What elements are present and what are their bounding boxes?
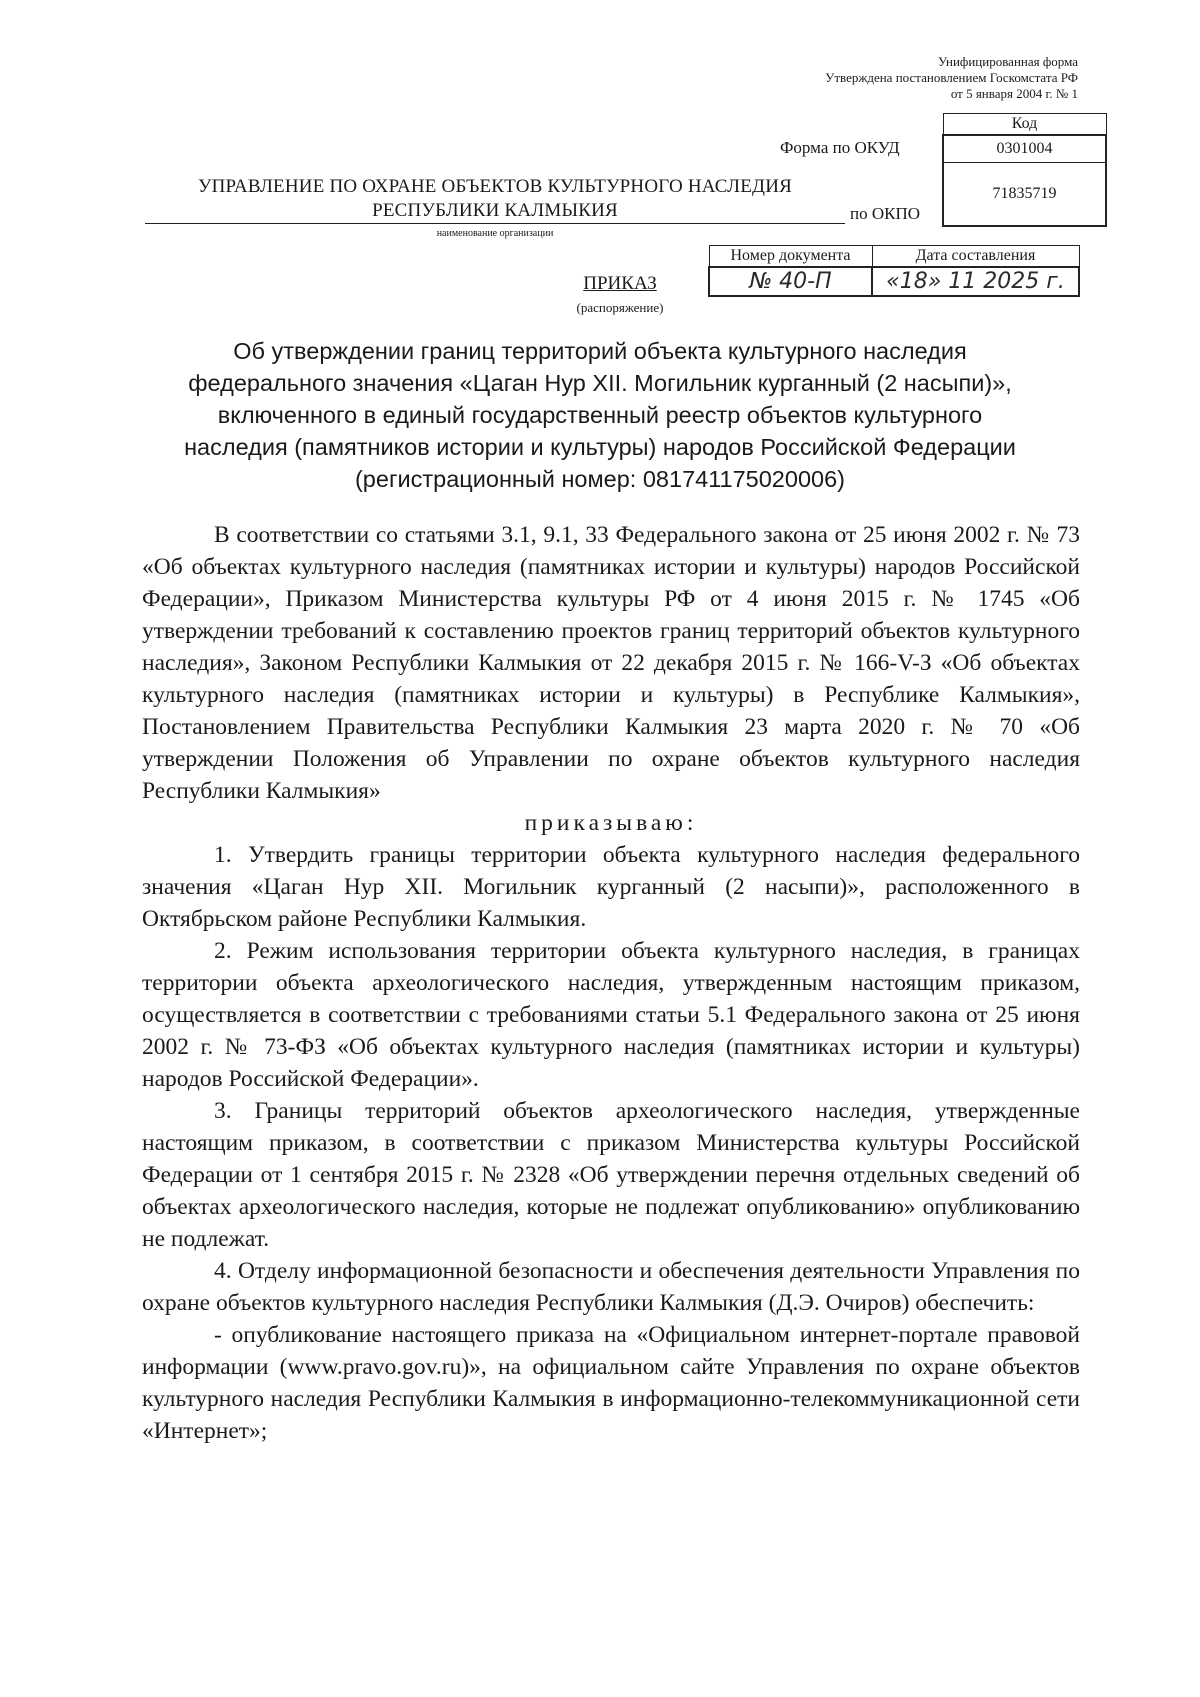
heading-line: (регистрационный номер: 081741175020006): [354, 466, 845, 492]
unified-form-note: [658, 54, 1078, 102]
preamble-paragraph: В соответствии со статьями 3.1, 9.1, 33 Федерального закона от 25 июня 2002 г. № 73 «Об объектах культурного наследия (памятниках истории и культуры) народов Российской Федерации», Приказом Министерства культуры РФ от 4 июня 2015 г. № 1745 «Об утверждении требований к составлению проектов границ территорий объектов культурного наследия», Законом Республики Калмыкия от 22 декабря 2015 г. № 166-V-З «Об объектах культурного наследия (памятниках истории и культуры) в Республике Калмыкия», Постановлением Правительства Республики Калмыкия 23 марта 2020 г. № 70 «Об утверждении Положения об Управлении по охране объектов культурного наследия Республики Калмыкия»: [142, 522, 1080, 804]
organization-caption: наименование организации: [436, 228, 554, 239]
codes-table: [942, 113, 1107, 227]
organization-line: РЕСПУБЛИКИ КАЛМЫКИЯ: [372, 200, 618, 221]
order-item-1: 1. Утвердить границы территории объекта культурного наследия федерального значения «Цаган Нур XII. Могильник курганный (2 насыпи)», расположенного в Октябрьском районе Республики Калмыкия.: [142, 842, 1080, 932]
doc-number-value: № 40-П: [709, 267, 872, 296]
heading-line: Об утверждении границ территорий объекта культурного наследия: [233, 338, 967, 364]
order-item-3: 3. Границы территорий объектов археологического наследия, утвержденные настоящим приказом, в соответствии с приказом Министерства культуры Российской Федерации от 1 сентября 2015 г. № 2328 «Об утверждении перечня отдельных сведений об объектах археологического наследия, которые не подлежат опубликованию» опубликованию не подлежат.: [142, 1098, 1080, 1252]
doc-date-value: «18» 11 2025 г.: [872, 267, 1079, 296]
form-note-line: от 5 января 2004 г. № 1: [950, 86, 1078, 101]
okpo-label: по ОКПО: [850, 204, 921, 223]
document-heading: [120, 335, 1080, 495]
heading-line: включенного в единый государственный реестр объектов культурного: [217, 402, 983, 428]
organization-line: УПРАВЛЕНИЕ ПО ОХРАНЕ ОБЪЕКТОВ КУЛЬТУРНОГО НАСЛЕДИЯ: [197, 176, 793, 197]
order-item-4-subpoint: - опубликование настоящего приказа на «Официальном интернет-портале правовой информации (www.pravo.gov.ru)», на официальном сайте Управления по охране объектов культурного наследия Республики Калмыкия в информационно-телекоммуникационной сети «Интернет»;: [142, 1322, 1080, 1444]
heading-line: наследия (памятников истории и культуры) народов Российской Федерации: [184, 434, 1016, 460]
okpo-code: 71835719: [943, 163, 1106, 227]
form-note-line: Утверждена постановлением Госкомстата РФ: [825, 70, 1078, 85]
doc-number-header: Номер документа: [709, 246, 872, 268]
document-number-table: [708, 245, 1080, 297]
orders-word: приказываю:: [524, 810, 698, 836]
codes-header: Код: [943, 114, 1106, 136]
heading-line: федерального значения «Цаган Нур XII. Могильник курганный (2 насыпи)»,: [188, 370, 1012, 396]
order-item-2: 2. Режим использования территории объекта культурного наследия, в границах территории объекта археологического наследия, утвержденным настоящим приказом, осуществляется в соответствии с требованиями статьи 5.1 Федерального закона от 25 июня 2002 г. № 73-ФЗ «Об объектах культурного наследия (памятниках истории и культуры) народов Российской Федерации».: [142, 938, 1080, 1092]
organization-name: [145, 175, 845, 223]
order-subtitle: (распоряжение): [576, 300, 664, 315]
document-body: [142, 519, 1080, 1447]
form-note-line: Унифицированная форма: [937, 54, 1078, 69]
doc-date-header: Дата составления: [872, 246, 1079, 268]
order-item-4: 4. Отделу информационной безопасности и обеспечения деятельности Управления по охране объектов культурного наследия Республики Калмыкия (Д.Э. Очиров) обеспечить:: [142, 1258, 1080, 1316]
order-title: ПРИКАЗ: [583, 273, 657, 294]
okud-code: 0301004: [943, 135, 1106, 163]
organization-underline: [145, 223, 845, 224]
okud-label: Форма по ОКУД: [780, 138, 900, 157]
